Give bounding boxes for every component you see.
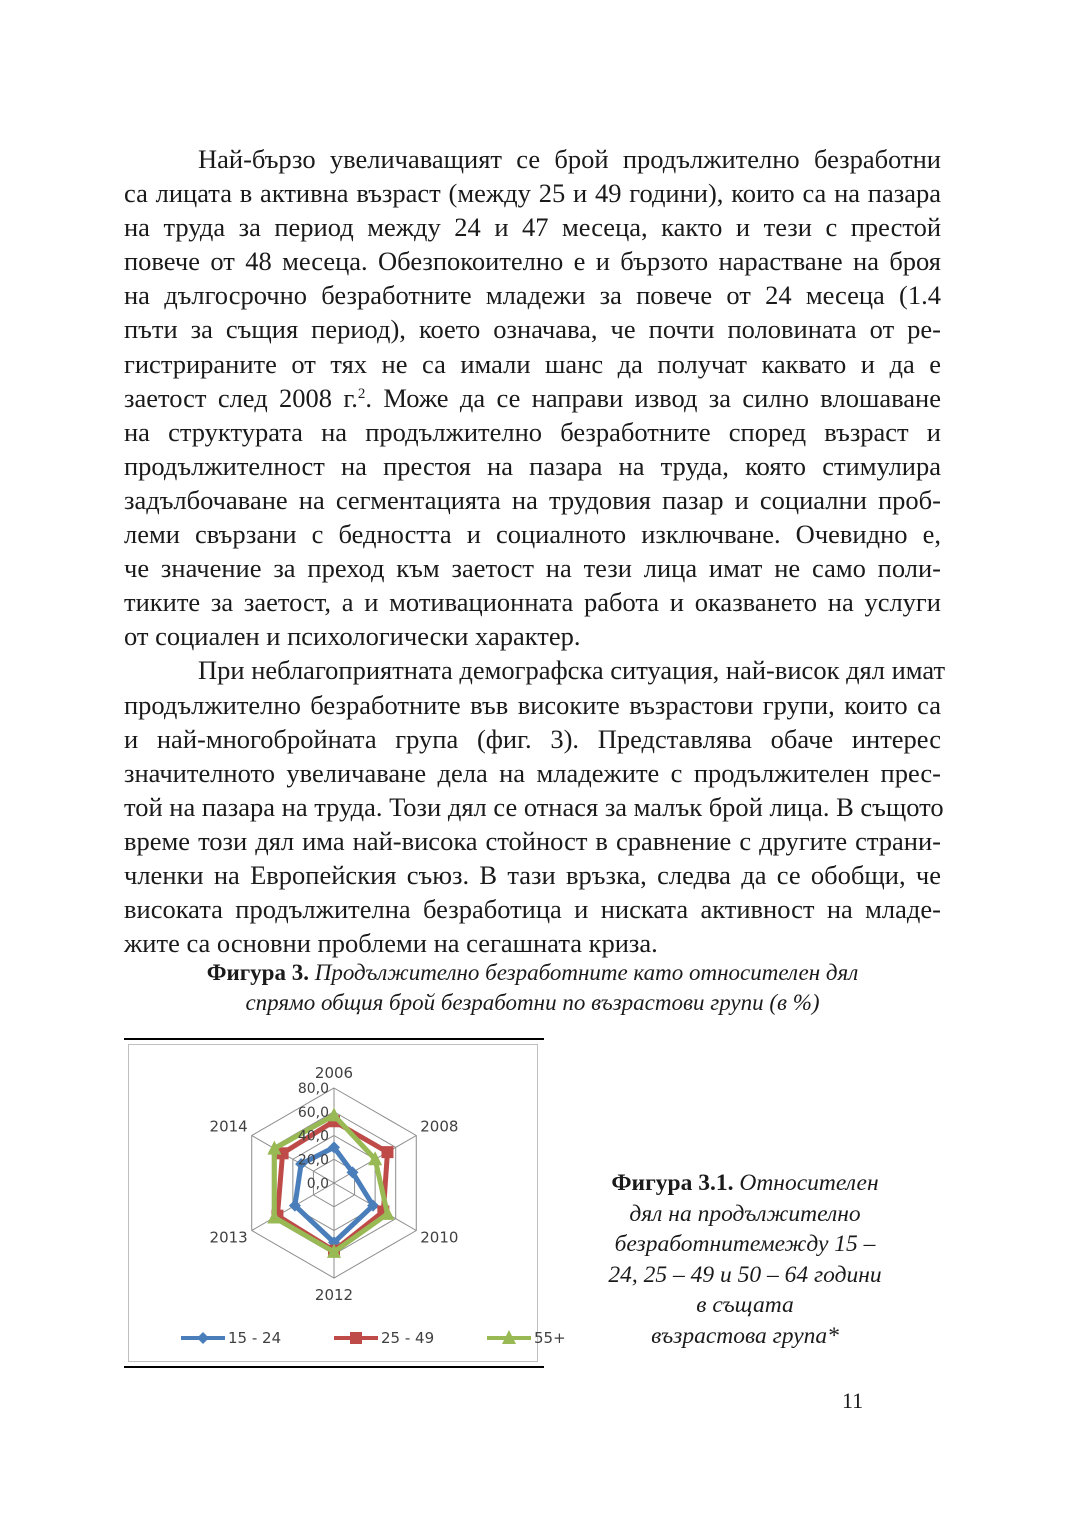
figure-3-1-text: безработнитемежду 15 – bbox=[614, 1231, 876, 1257]
text-line: продължително безработните във високите възрастови групи, които са bbox=[124, 689, 941, 720]
figure-3-1-label: Фигура 3.1. bbox=[611, 1170, 734, 1196]
figure-3-caption-line2 bbox=[124, 988, 941, 1018]
figure-3-1-caption-line bbox=[580, 1260, 910, 1291]
figure-3-1-text: в същата bbox=[696, 1292, 794, 1318]
radar-category-label: 2013 bbox=[209, 1228, 248, 1247]
text-fragment: . Може да се направи извод за силно влошаване bbox=[365, 382, 941, 413]
text-line: повече от 48 месеца. Обезпокоително е и бързото нарастване на броя bbox=[124, 246, 941, 277]
radar-chart-area bbox=[128, 1044, 566, 1362]
legend-marker bbox=[197, 1332, 209, 1344]
text-line: гистрираните от тях не са имали шанс да получат каквато и да е bbox=[124, 348, 941, 379]
text-line: При неблагоприятната демографска ситуация, най-висок дял имат bbox=[198, 655, 946, 686]
radar-category-label: 2010 bbox=[420, 1228, 459, 1247]
figure-3-1-caption-line bbox=[580, 1321, 910, 1352]
text-line: са лицата в активна възраст (между 25 и 49 години), които са на пазара bbox=[124, 178, 941, 209]
figure-3-caption bbox=[124, 958, 941, 1018]
figure-3-1-text: дял на продължително bbox=[629, 1200, 861, 1227]
figure-3-1-caption-line bbox=[580, 1290, 910, 1321]
radar-tick-label: 20,0 bbox=[297, 1152, 329, 1169]
figure-3-1-text: Относителен bbox=[739, 1170, 879, 1196]
legend-label: 25 - 49 bbox=[381, 1329, 435, 1347]
radar-chart-frame bbox=[124, 1038, 566, 1368]
radar-tick-label: 80,0 bbox=[297, 1081, 329, 1097]
text-line: тиките за заетост, а и мотивационната работа и оказването на услуги bbox=[124, 587, 941, 618]
text-fragment: заетост след 2008 г. bbox=[124, 382, 358, 413]
text-line: Най-бързо увеличаващият се брой продължително безработни bbox=[198, 144, 941, 174]
figure-3-1-caption-line bbox=[580, 1168, 910, 1199]
figure-3-1-caption-line bbox=[580, 1199, 910, 1230]
text-line: членки на Европейския съюз. В тази връзка, следва да се обобщи, че bbox=[124, 859, 941, 890]
text-line: време този дял има най-висока стойност в сравнение с другите страни- bbox=[124, 825, 941, 856]
text-line: и най-многобройната група (фиг. 3). Представлява обаче интерес bbox=[124, 723, 941, 754]
text-line: от социален и психологически характер. bbox=[124, 621, 581, 652]
text-line-with-footnote bbox=[124, 381, 941, 415]
text-line: на дългосрочно безработните младежи за повече от 24 месеца (1.4 bbox=[124, 280, 941, 311]
radar-category-label: 2006 bbox=[314, 1064, 354, 1082]
text-line: на труда за период между 24 и 47 месеца, както и тези с престой bbox=[124, 212, 941, 243]
legend-label: 15 - 24 bbox=[228, 1329, 282, 1347]
radar-category-label: 2014 bbox=[209, 1117, 248, 1136]
radar-category-label: 2012 bbox=[314, 1286, 354, 1304]
radar-series-line bbox=[274, 1115, 387, 1252]
figure-3-1-caption-line bbox=[580, 1229, 910, 1260]
radar-tick-label: 0,0 bbox=[306, 1176, 329, 1192]
figure-3-1-text: възрастова група* bbox=[651, 1322, 839, 1349]
figure-3-caption-line1 bbox=[124, 958, 941, 988]
radar-chart bbox=[129, 1045, 566, 1361]
text-line: жите са основни проблеми на сегашната криза. bbox=[124, 928, 658, 959]
text-line: леми свързани с бедността и социалното изключване. Очевидно е, bbox=[124, 519, 941, 550]
text-line: пъти за същия период), което означава, че почти половината от ре- bbox=[124, 314, 941, 345]
figure-3-title-line1: Продължително безработните като относителен дял bbox=[314, 960, 859, 985]
radar-point bbox=[381, 1146, 393, 1158]
page-number: 11 bbox=[842, 1388, 864, 1413]
figure-3-label: Фигура 3. bbox=[206, 960, 309, 985]
text-line: значителното увеличаване дела на младежите с продължителен прес- bbox=[124, 757, 941, 788]
text-line: на структурата на продължително безработните според възраст и bbox=[124, 416, 941, 447]
text-line: че значение за преход към заетост на тези лица имат не само поли- bbox=[124, 553, 941, 584]
radar-tick-label: 40,0 bbox=[297, 1128, 329, 1145]
radar-legend bbox=[181, 1329, 566, 1347]
figure-3-1-text: 24, 25 – 49 и 50 – 64 години bbox=[608, 1261, 882, 1288]
text-line: той на пазара на труда. Този дял се отнася за малък брой лица. В същото bbox=[124, 791, 944, 822]
footnote-ref: 2 bbox=[357, 385, 366, 402]
text-line: продължителност на престоя на пазара на труда, която стимулира bbox=[124, 450, 941, 481]
text-line: високата продължителна безработица и ниската активност на младе- bbox=[124, 894, 941, 925]
radar-tick-label: 60,0 bbox=[297, 1104, 329, 1121]
text-line: задълбочаване на сегментацията на трудовия пазар и социални проб- bbox=[124, 484, 941, 515]
legend-marker bbox=[350, 1332, 362, 1344]
legend-label: 55+ bbox=[534, 1329, 566, 1347]
figure-3-title-line2: спрямо общия брой безработни по възрастови групи (в %) bbox=[245, 990, 820, 1015]
body-text bbox=[124, 142, 946, 960]
figure-3-1-caption bbox=[580, 1168, 910, 1351]
radar-category-label: 2008 bbox=[420, 1117, 459, 1136]
